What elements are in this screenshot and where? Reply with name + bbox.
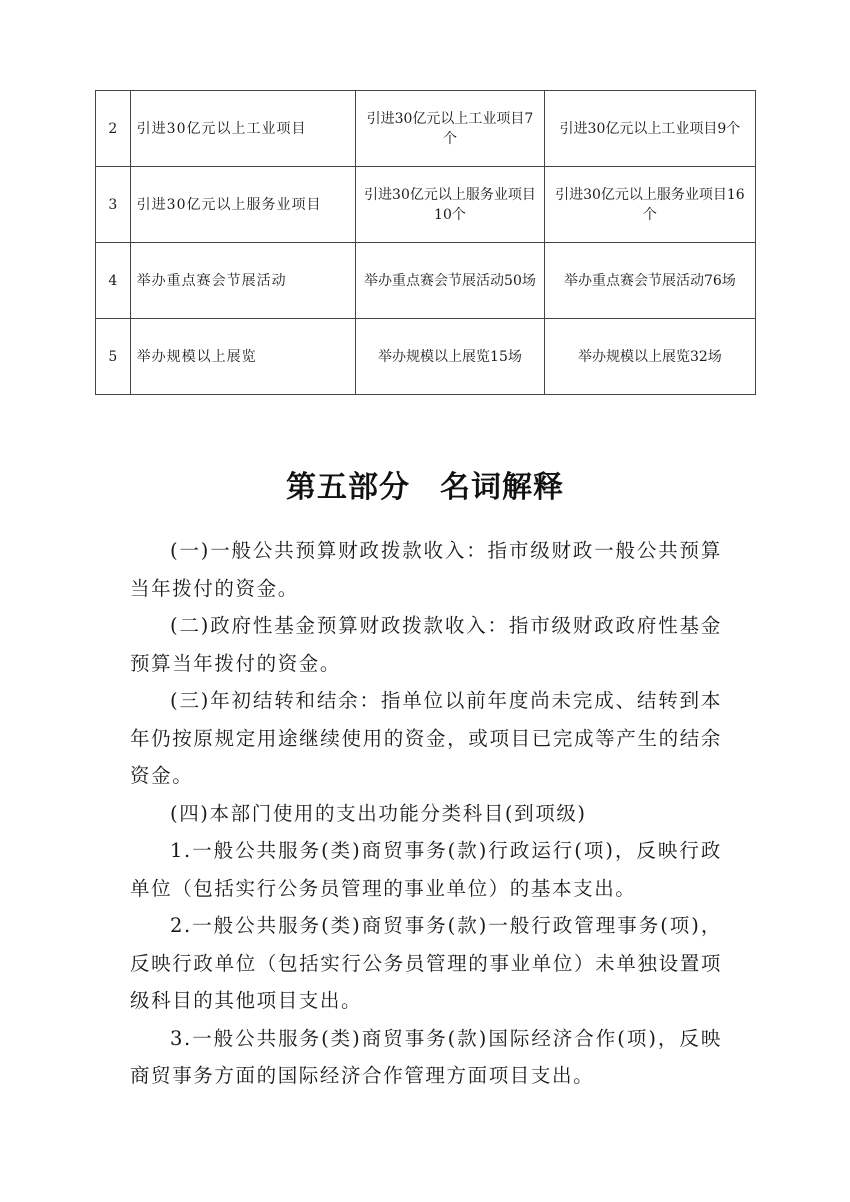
table-row: [96, 319, 756, 395]
indicator-name: 引进30亿元以上工业项目: [130, 91, 355, 167]
indicator-target-a: 引进30亿元以上工业项目7个: [356, 91, 545, 167]
table-row: [96, 243, 756, 319]
glossary-paragraph: (三)年初结转和结余：指单位以前年度尚未完成、结转到本年仍按原规定用途继续使用的资金，或项目已完成等产生的结余资金。: [130, 689, 722, 787]
indicator-name: 举办重点赛会节展活动: [130, 243, 355, 319]
table-row: [96, 91, 756, 167]
glossary-paragraph: (四)本部门使用的支出功能分类科目(到项级): [170, 801, 587, 825]
indicator-target-b: 引进30亿元以上工业项目9个: [544, 91, 755, 167]
section-heading: [0, 462, 850, 506]
table-row: [96, 167, 756, 243]
section-title: 名词解释: [440, 470, 564, 505]
indicator-name: 举办规模以上展览: [130, 319, 355, 395]
indicator-target-a: 举办重点赛会节展活动50场: [356, 243, 545, 319]
row-number: 4: [96, 243, 131, 319]
indicator-target-b: 引进30亿元以上服务业项目16个: [544, 167, 755, 243]
indicator-target-a: 引进30亿元以上服务业项目10个: [356, 167, 545, 243]
row-number: 3: [96, 167, 131, 243]
indicator-target-b: 举办规模以上展览32场: [544, 319, 755, 395]
glossary-paragraph: 2.一般公共服务(类)商贸事务(款)一般行政管理事务(项)，反映行政单位（包括实行公务员管理的事业单位）未单独设置项级科目的其他项目支出。: [130, 914, 722, 1012]
glossary-paragraph: 3.一般公共服务(类)商贸事务(款)国际经济合作(项)，反映商贸事务方面的国际经济合作管理方面项目支出。: [130, 1026, 722, 1087]
row-number: 2: [96, 91, 131, 167]
indicator-target-b: 举办重点赛会节展活动76场: [544, 243, 755, 319]
glossary-paragraph: (一)一般公共预算财政拨款收入：指市级财政一般公共预算当年拨付的资金。: [130, 539, 722, 600]
targets-table: [95, 90, 756, 395]
section-part: 第五部分: [286, 470, 410, 505]
glossary-paragraph: 1.一般公共服务(类)商贸事务(款)行政运行(项)，反映行政单位（包括实行公务员管理的事业单位）的基本支出。: [130, 839, 722, 900]
glossary-paragraph: (二)政府性基金预算财政拨款收入：指市级财政政府性基金预算当年拨付的资金。: [130, 614, 722, 675]
glossary-body: [130, 532, 722, 1095]
indicator-name: 引进30亿元以上服务业项目: [130, 167, 355, 243]
indicator-target-a: 举办规模以上展览15场: [356, 319, 545, 395]
row-number: 5: [96, 319, 131, 395]
